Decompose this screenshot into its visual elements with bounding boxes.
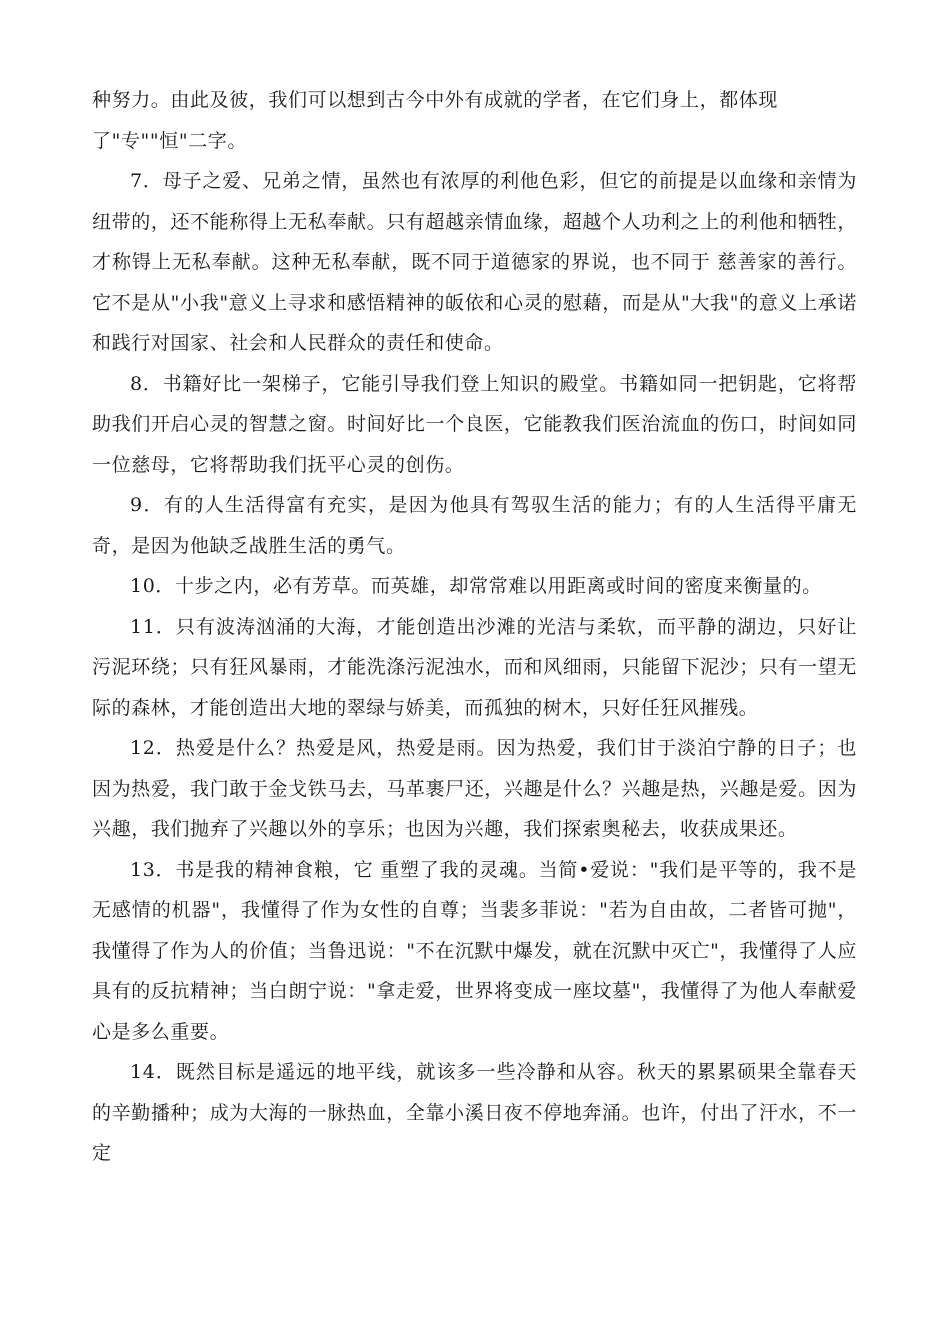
paragraph-14: 14．既然目标是遥远的地平线，就该多一些冷静和从容。秋天的累累硕果全靠春天的辛勤播种；成为大海的一脉热血，全靠小溪日夜不停地奔涌。也许，付出了汗水，不一定	[92, 1061, 857, 1164]
paragraph-13: 13．书是我的精神食粮，它 重塑了我的灵魂。当简•爱说："我们是平等的，我不是无感情的机器"，我懂得了作为女性的自尊；当裴多菲说："若为自由故，二者皆可抛"，我懂得了作为人的价值；当鲁迅说："不在沉默中爆发，就在沉默中灭亡"，我懂得了人应具有的反抗精神；当白朗宁说："拿走爱，世界将变成一座坟墓"，我懂得了为他人奉献爱心是多么重要。	[92, 858, 857, 1043]
paragraph-11: 11．只有波涛汹涌的大海，才能创造出沙滩的光洁与柔软，而平静的湖边，只好让污泥环绕；只有狂风暴雨，才能洗涤污泥浊水，而和风细雨，只能留下泥沙；只有一望无际的森林，才能创造出大地的翠绿与娇美，而孤独的树木，只好任狂风摧残。	[92, 615, 857, 719]
paragraph-9: 9．有的人生活得富有充实，是因为他具有驾驭生活的能力；有的人生活得平庸无奇，是因为他缺乏战胜生活的勇气。	[92, 494, 857, 557]
paragraph-10: 10．十步之内，必有芳草。而英雄，却常常难以用距离或时间的密度来衡量的。	[130, 575, 822, 597]
paragraph-line: 种努力。由此及彼，我们可以想到古今中外有成就的学者，在它们身上，都体现	[92, 89, 779, 111]
paragraph-6-continued	[92, 80, 857, 161]
document-body	[92, 80, 857, 1174]
paragraph-8: 8．书籍好比一架梯子，它能引导我们登上知识的殿堂。书籍如同一把钥匙，它将帮助我们开启心灵的智慧之窗。时间好比一个良医，它能教我们医治流血的伤口，时间如同一位慈母，它将帮助我们抚平心灵的创伤。	[92, 372, 857, 476]
paragraph-12: 12．热爱是什么？热爱是风，热爱是雨。因为热爱，我们甘于淡泊宁静的日子；也因为热爱，我门敢于金戈铁马去，马革裹尸还，兴趣是什么？兴趣是热，兴趣是爱。因为兴趣，我们抛弃了兴趣以外的享乐；也因为兴趣，我们探索奥秘去，收获成果还。	[92, 737, 857, 840]
paragraph-7: 7．母子之爱、兄弟之情，虽然也有浓厚的利他色彩，但它的前提是以血缘和亲情为纽带的，还不能称得上无私奉献。只有超越亲情血缘，超越个人功利之上的利他和牺牲，才称锝上无私奉献。这种无私奉献，既不同于道德家的界说，也不同于 慈善家的善行。它不是从"小我"意义上寻求和感悟精神的皈依和心灵的慰藉，而是从"大我"的意义上承诺和践行对国家、社会和人民群众的责任和使命。	[92, 170, 857, 354]
paragraph-line: 了"专""恒"二字。	[92, 129, 247, 152]
